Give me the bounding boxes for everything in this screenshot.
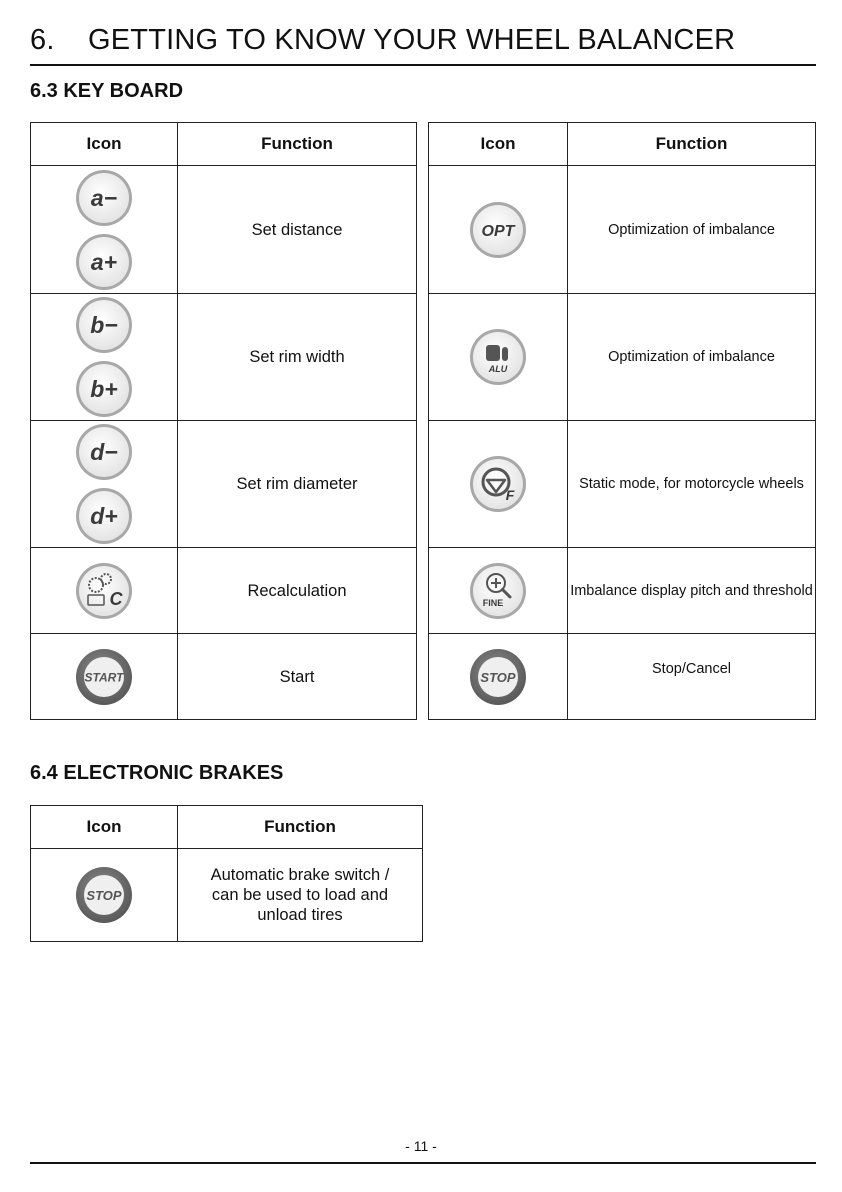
table-row <box>31 421 417 548</box>
svg-text:STOP: STOP <box>86 888 122 903</box>
table-row <box>31 849 423 942</box>
function-text: Static mode, for motorcycle wheels <box>568 421 816 548</box>
keyboard-table-right <box>428 122 816 720</box>
function-text: Optimization of imbalance <box>568 166 816 294</box>
brakes-heading: 6.4 ELECTRONIC BRAKES <box>30 762 284 784</box>
svg-text:F: F <box>505 487 515 503</box>
table-row <box>429 294 816 421</box>
d-plus-icon <box>74 486 134 546</box>
table-row <box>429 548 816 634</box>
page-number: - 11 - <box>405 1138 437 1154</box>
function-text: Set rim width <box>178 294 417 421</box>
table-row <box>31 294 417 421</box>
svg-text:ALU: ALU <box>488 364 508 374</box>
col-header-function: Function <box>568 123 816 166</box>
a-plus-icon <box>74 232 134 292</box>
keyboard-table-left <box>30 122 417 720</box>
col-header-icon: Icon <box>31 123 178 166</box>
svg-text:b+: b+ <box>90 376 118 402</box>
svg-text:OPT: OPT <box>481 222 515 240</box>
svg-text:b−: b− <box>90 312 118 338</box>
svg-text:C: C <box>109 588 123 609</box>
svg-text:STOP: STOP <box>480 669 516 685</box>
col-header-function: Function <box>178 806 423 849</box>
b-plus-icon <box>74 359 134 419</box>
col-header-function: Function <box>178 123 417 166</box>
chapter-title <box>30 24 816 57</box>
table-row <box>429 634 816 720</box>
table-row <box>31 166 417 294</box>
opt-icon <box>468 200 528 260</box>
title-divider <box>30 64 816 66</box>
b-minus-icon <box>74 295 134 355</box>
function-text: Imbalance display pitch and threshold <box>568 548 816 634</box>
table-row <box>429 421 816 548</box>
d-minus-icon <box>74 422 134 482</box>
stop-icon <box>468 647 528 707</box>
col-header-icon: Icon <box>429 123 568 166</box>
svg-text:d−: d− <box>90 439 118 465</box>
a-minus-icon <box>74 168 134 228</box>
function-text: Set distance <box>178 166 417 294</box>
col-header-icon: Icon <box>31 806 178 849</box>
svg-text:START: START <box>84 670 124 684</box>
start-icon <box>74 647 134 707</box>
brake-stop-icon <box>74 865 134 925</box>
function-text: Start <box>178 634 417 720</box>
function-text: Optimization of imbalance <box>568 294 816 421</box>
recalculation-icon <box>74 561 134 621</box>
table-row <box>31 548 417 634</box>
svg-text:a+: a+ <box>90 248 118 275</box>
svg-text:d+: d+ <box>90 503 118 529</box>
svg-text:FINE: FINE <box>482 597 504 608</box>
brakes-table <box>30 805 423 942</box>
fine-icon <box>468 561 528 621</box>
alu-icon <box>468 327 528 387</box>
svg-text:a−: a− <box>90 184 118 211</box>
static-mode-icon <box>468 454 528 514</box>
function-text: Stop/Cancel <box>568 634 816 720</box>
chapter-number: 6. <box>30 24 55 56</box>
function-text: Automatic brake switch / can be used to load and unload tires <box>178 849 423 942</box>
function-text: Set rim diameter <box>178 421 417 548</box>
function-text: Recalculation <box>178 548 417 634</box>
chapter-title-text: GETTING TO KNOW YOUR WHEEL BALANCER <box>88 24 736 56</box>
table-row <box>31 634 417 720</box>
keyboard-heading: 6.3 KEY BOARD <box>30 80 184 102</box>
table-row <box>429 166 816 294</box>
footer-divider <box>30 1162 816 1164</box>
